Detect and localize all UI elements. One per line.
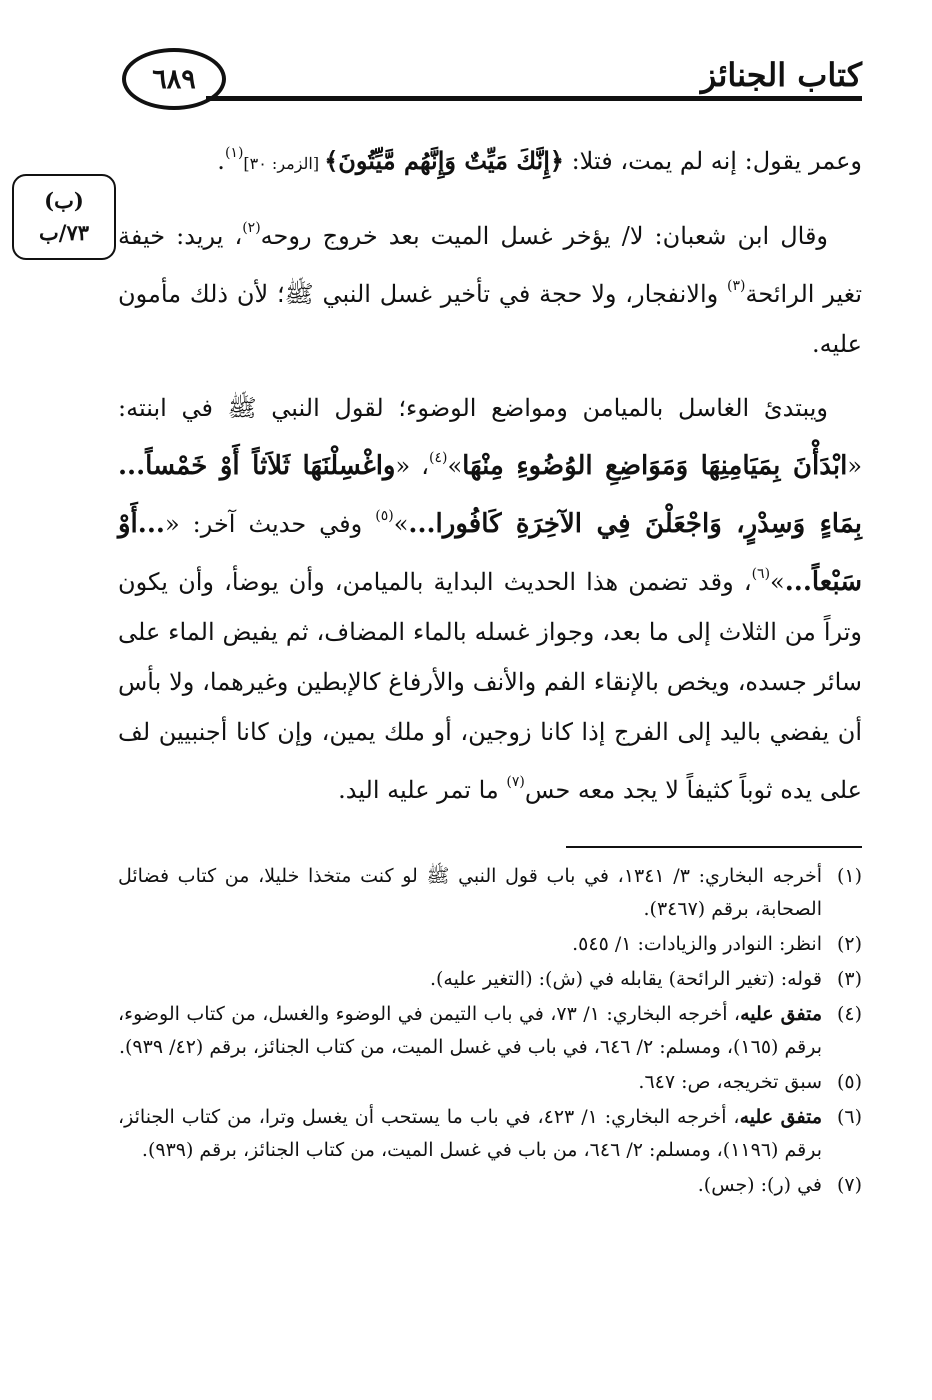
p3-text-2: »: [447, 452, 463, 480]
p3-text-3: ، «: [395, 452, 429, 480]
p3-text-6: »: [770, 568, 785, 596]
footnote-text: في (ر): (جس).: [697, 1174, 822, 1196]
footnote-text: انظر: النوادر والزيادات: ١/ ٥٤٥.: [572, 933, 822, 955]
footnote-7: [118, 1169, 862, 1202]
folio-note-line1: (ب): [44, 188, 84, 213]
footnote-number: (٤): [836, 1003, 862, 1025]
p2-text-1: وقال ابن شعبان: لا/ يؤخر غسل الميت بعد خروج روحه: [260, 222, 829, 250]
footnotes: [118, 860, 862, 1204]
footnote-number: (١): [836, 865, 863, 887]
footnote-marker-3: (٣): [727, 278, 746, 294]
folio-note-line2: ٧٣/ب: [39, 220, 90, 245]
hadith-quote-3: ...أَوْ سَبْعاً...: [118, 509, 862, 597]
p3-text-1: ويبتدئ الغاسل بالميامن ومواضع الوضوء؛ لقول النبي ﷺ في ابنته: «: [118, 394, 863, 480]
footnote-number: (٣): [836, 968, 862, 990]
manuscript-folio-note: [12, 174, 116, 260]
footnote-separator: [566, 846, 862, 848]
main-text: [118, 128, 862, 829]
footnote-marker-4: (٤): [429, 450, 448, 466]
footnote-1: [118, 860, 862, 926]
p2-text-2: ، يريد: خيفة تغير الرائحة: [118, 222, 862, 308]
p3-text-7: ، وقد تضمن هذا الحديث البداية بالميامن، وأن يوضأ، وأن يكون وتراً من الثلاث إلى ما بعد، وجواز غسله بالماء المضاف، ثم يفيض الماء على سائر جسده، ويخص بالإنقاء الفم والأنف والأرفاغ كالإبطين وغيرهما، ولا بأس أن يفضي باليد إلى الفرج إذا كانا زوجين، أو ملك يمين، وإن كانا أجنبيين لف على يده ثوباً كثيفاً لا يجد معه حس: [118, 568, 862, 804]
footnote-text: قوله: (تغير الرائحة) يقابله في (ش): (التغير عليه).: [429, 968, 822, 990]
footnote-number: (٢): [836, 933, 862, 955]
page-header: [0, 0, 932, 120]
footnote-number: (٧): [836, 1174, 862, 1196]
paragraph-3: [118, 383, 862, 815]
footnote-text: ، أخرجه البخاري: ١/ ٧٣، في باب التيمن في الوضوء والغسل، من كتاب الوضوء، برقم (١٦٥)، ومسلم: ٢/ ٦٤٦، في باب في غسل الميت، من كتاب الجنائز، برقم (٤٢/ ٩٣٩).: [118, 1003, 822, 1058]
footnote-5: [118, 1066, 862, 1099]
footnote-bold: متفق عليه: [739, 1106, 823, 1128]
footnote-marker-2: (٢): [242, 220, 261, 236]
footnote-2: [118, 928, 862, 961]
footnote-text: أخرجه البخاري: ٣/ ١٣٤١، في باب قول النبي ﷺ لو كنت متخذا خليلا، من كتاب فضائل الصحابة، برقم (٣٤٦٧).: [118, 865, 823, 920]
footnote-marker-7: (٧): [506, 774, 525, 790]
page-number: ٦٨٩: [122, 48, 226, 110]
hadith-quote-2: واغْسِلْنَهَا ثَلاَثاً أَوْ خَمْساً... بِمَاءٍ وَسِدْرٍ، وَاجْعَلْنَ فِي الآخِرَةِ كَافُورا...: [118, 451, 862, 539]
chapter-title: كتاب الجنائز: [700, 56, 862, 94]
header-rule: [206, 96, 862, 101]
footnote-4: [118, 998, 862, 1064]
quran-reference: [الزمر: ٣٠]: [243, 154, 325, 173]
footnote-marker-6: (٦): [751, 566, 771, 582]
footnote-bold: متفق عليه: [740, 1003, 822, 1025]
p2-text-3: والانفجار، ولا حجة في تأخير غسل النبي ﷺ؛ لأن ذلك مأمون عليه.: [118, 280, 862, 358]
footnote-number: (٥): [836, 1071, 862, 1093]
footnote-marker-5: (٥): [375, 508, 394, 524]
paragraph-2: [118, 203, 862, 369]
footnote-6: [118, 1101, 862, 1167]
hadith-quote-1: ابْدَأْنَ بِمَيَامِنِهَا وَمَوَاضِعِ الوُضُوءِ مِنْهَا: [462, 451, 848, 481]
p1-end: .: [217, 147, 225, 175]
footnote-marker-1: (١): [224, 145, 244, 161]
p3-text-8: ما تمر عليه اليد.: [338, 776, 507, 804]
footnote-3: [118, 963, 862, 996]
quran-verse: ﴿إِنَّكَ مَيِّتٌ وَإِنَّهُم مَّيِّتُونَ﴾: [324, 146, 564, 175]
footnote-text: ، أخرجه البخاري: ١/ ٤٢٣، في باب ما يستحب أن يغسل وترا، من كتاب الجنائز، برقم (١١٩٦)، ومسلم: ٢/ ٦٤٦، من باب في غسل الميت، من كتاب الجنائز، برقم (٩٣٩).: [118, 1106, 822, 1161]
paragraph-1: [118, 128, 862, 189]
footnote-text: سبق تخريجه، ص: ٦٤٧.: [638, 1071, 822, 1093]
p1-text: وعمر يقول: إنه لم يمت، فتلا:: [563, 147, 862, 175]
footnote-number: (٦): [836, 1106, 863, 1128]
p3-text-4: »: [393, 510, 409, 538]
p3-text-5: وفي حديث آخر: «: [164, 510, 376, 538]
